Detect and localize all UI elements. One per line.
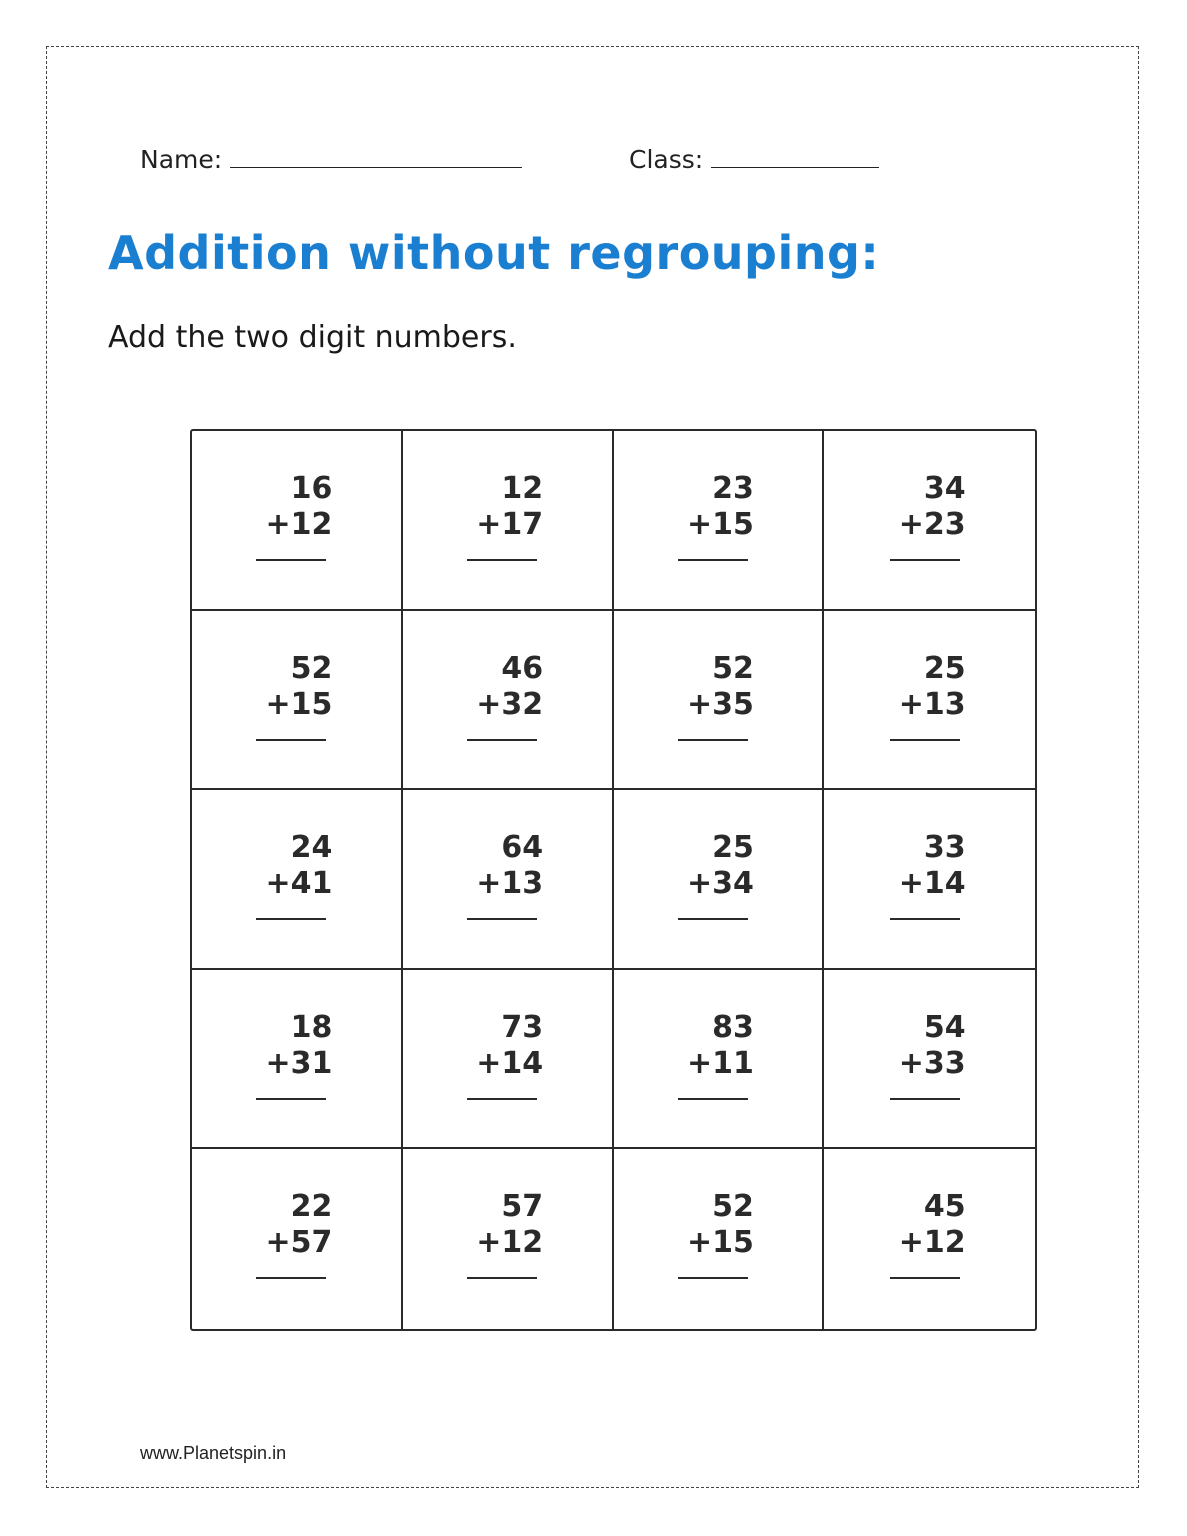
problem-cell [403, 1149, 614, 1329]
addend-bottom: +41 [265, 866, 333, 902]
addend-bottom: +15 [686, 507, 754, 542]
addition-problem [682, 830, 754, 920]
problem-cell [614, 970, 825, 1150]
addition-problem [260, 1189, 332, 1279]
addend-bottom: +14 [898, 866, 966, 902]
addend-bottom: +15 [686, 1225, 754, 1261]
addend-bottom: +12 [265, 507, 333, 542]
addition-problem [682, 1189, 754, 1279]
problem-cell [614, 1149, 825, 1329]
addend-bottom: +33 [898, 1045, 966, 1081]
problem-cell [824, 1149, 1035, 1329]
class-blank-line[interactable] [711, 143, 879, 168]
addend-top: 23 [712, 471, 754, 506]
addend-bottom: +31 [265, 1045, 333, 1081]
answer-line[interactable] [256, 739, 326, 741]
problem-cell [824, 611, 1035, 791]
addition-problem [471, 1010, 543, 1100]
class-label: Class: [629, 145, 704, 174]
addend-bottom: +23 [898, 507, 966, 542]
addend-top: 83 [712, 1009, 754, 1045]
addend-top: 22 [290, 1189, 333, 1225]
addend-top: 12 [501, 471, 544, 506]
addend-top: 25 [712, 830, 754, 866]
problem-cell [192, 611, 403, 791]
addend-top: 52 [290, 650, 333, 686]
problem-cell [824, 970, 1035, 1150]
addition-problem [471, 471, 543, 561]
addition-problem [894, 471, 966, 561]
addend-top: 64 [501, 830, 544, 866]
addend-bottom: +11 [686, 1045, 754, 1081]
addition-problem [471, 1189, 543, 1279]
answer-line[interactable] [890, 1098, 960, 1100]
addition-problem [260, 471, 332, 561]
addend-top: 18 [290, 1009, 333, 1045]
answer-line[interactable] [678, 559, 748, 561]
addition-problem [260, 830, 332, 920]
addition-problem [894, 651, 966, 741]
addend-top: 46 [501, 650, 544, 686]
addend-bottom: +12 [898, 1225, 966, 1261]
problem-cell [824, 790, 1035, 970]
addition-problem [894, 830, 966, 920]
answer-line[interactable] [890, 1277, 960, 1279]
addend-bottom: +34 [686, 866, 754, 902]
addend-bottom: +12 [476, 1225, 544, 1261]
answer-line[interactable] [256, 559, 326, 561]
problem-cell [403, 431, 614, 611]
addition-problem [894, 1189, 966, 1279]
name-blank-line[interactable] [230, 143, 522, 168]
answer-line[interactable] [678, 1277, 748, 1279]
footer-website: www.Planetspin.in [140, 1443, 287, 1463]
addend-top: 54 [923, 1009, 966, 1045]
addend-top: 34 [923, 471, 966, 506]
addition-problem [682, 651, 754, 741]
addend-top: 73 [501, 1009, 544, 1045]
addend-top: 52 [712, 650, 754, 686]
addition-problem [260, 1010, 332, 1100]
answer-line[interactable] [467, 739, 537, 741]
answer-line[interactable] [467, 559, 537, 561]
problem-cell [403, 970, 614, 1150]
addend-top: 25 [923, 650, 966, 686]
answer-line[interactable] [890, 918, 960, 920]
addend-bottom: +15 [265, 686, 333, 722]
problem-cell [192, 1149, 403, 1329]
addend-bottom: +14 [476, 1045, 544, 1081]
addend-bottom: +13 [898, 686, 966, 722]
problem-cell [824, 431, 1035, 611]
addend-top: 16 [290, 471, 333, 506]
problem-cell [403, 611, 614, 791]
problem-cell [192, 790, 403, 970]
name-label: Name: [140, 145, 223, 174]
addend-bottom: +57 [265, 1225, 333, 1261]
addition-problem [471, 651, 543, 741]
problem-cell [192, 431, 403, 611]
answer-line[interactable] [890, 559, 960, 561]
answer-line[interactable] [678, 739, 748, 741]
problem-cell [614, 431, 825, 611]
addition-problem [471, 830, 543, 920]
addition-problem [682, 1010, 754, 1100]
problem-cell [192, 970, 403, 1150]
problem-cell [403, 790, 614, 970]
addition-problem [894, 1010, 966, 1100]
addend-top: 24 [290, 830, 333, 866]
addend-bottom: +35 [686, 686, 754, 722]
name-field[interactable] [140, 143, 522, 174]
addition-problem [682, 471, 754, 561]
answer-line[interactable] [890, 739, 960, 741]
class-field[interactable] [629, 143, 879, 174]
answer-line[interactable] [256, 1098, 326, 1100]
addend-bottom: +17 [476, 507, 544, 542]
worksheet-title: Addition without regrouping: [108, 226, 880, 280]
addend-top: 45 [923, 1189, 966, 1225]
answer-line[interactable] [467, 918, 537, 920]
addition-problem [260, 651, 332, 741]
addend-top: 57 [501, 1189, 544, 1225]
answer-line[interactable] [678, 1098, 748, 1100]
addend-bottom: +32 [476, 686, 544, 722]
answer-line[interactable] [467, 1098, 537, 1100]
problem-cell [614, 611, 825, 791]
worksheet-instruction: Add the two digit numbers. [108, 320, 517, 355]
addend-top: 52 [712, 1189, 754, 1225]
addend-bottom: +13 [476, 866, 544, 902]
answer-line[interactable] [256, 1277, 326, 1279]
answer-line[interactable] [256, 918, 326, 920]
problem-cell [614, 790, 825, 970]
problem-grid [190, 429, 1037, 1331]
addend-top: 33 [923, 830, 966, 866]
answer-line[interactable] [678, 918, 748, 920]
answer-line[interactable] [467, 1277, 537, 1279]
